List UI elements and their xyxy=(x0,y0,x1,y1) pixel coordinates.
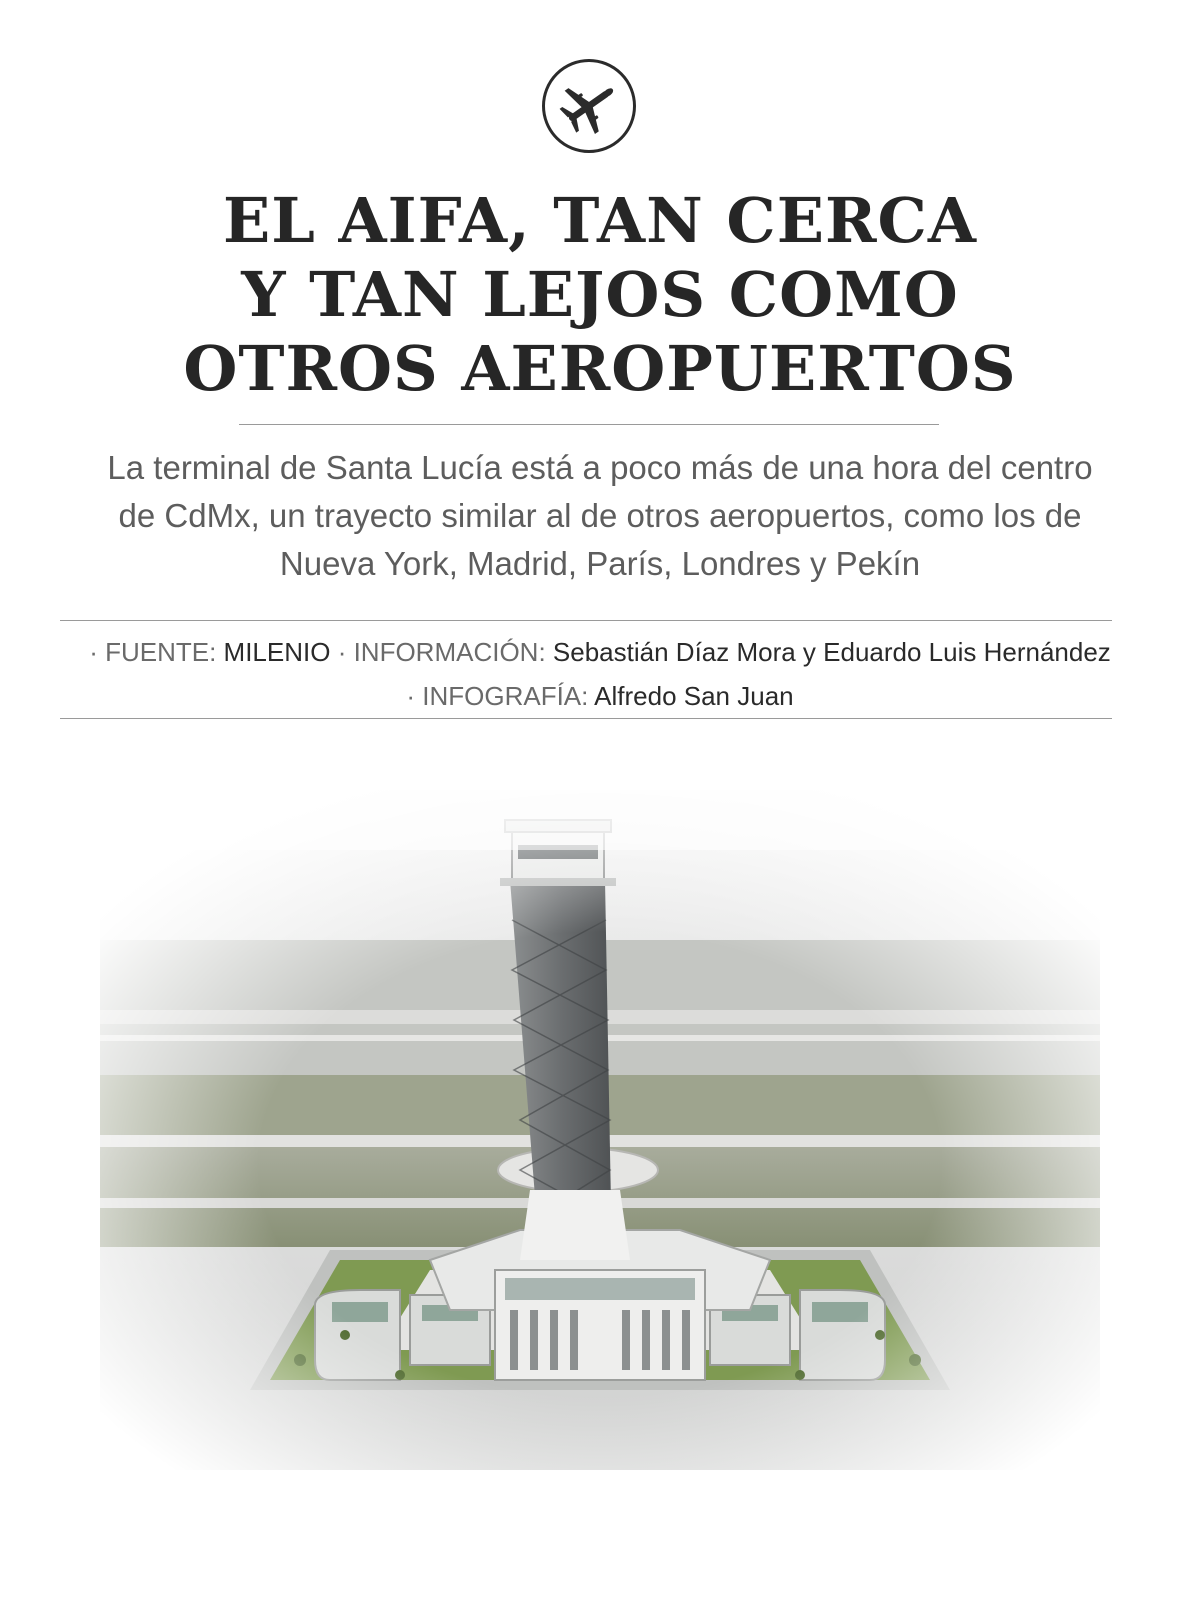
control-tower-illustration xyxy=(100,790,1100,1470)
control-tower-photo xyxy=(100,790,1100,1470)
airplane-icon xyxy=(542,59,636,153)
subtitle xyxy=(60,444,1140,588)
subtitle-line-3: Nueva York, Madrid, París, Londres y Pekín xyxy=(279,545,921,582)
subtitle-line-1: La terminal de Santa Lucía está a poco más de una hora del centro xyxy=(107,449,1093,486)
credits-divider-top xyxy=(60,620,1112,621)
headline-line-3: OTROS AEROPUERTOS xyxy=(183,332,1017,405)
graphics-label: · INFOGRAFÍA: xyxy=(406,681,589,711)
info-value: Sebastián Díaz Mora y Eduardo Luis Hernández xyxy=(552,637,1111,667)
credits-line-2 xyxy=(40,674,1160,718)
headline-divider xyxy=(239,424,939,425)
airplane-glyph xyxy=(556,73,622,139)
source-label: · FUENTE: xyxy=(89,637,217,667)
headline-line-2: Y TAN LEJOS COMO xyxy=(241,258,959,331)
headline xyxy=(60,184,1140,406)
credits-divider-bottom xyxy=(60,718,1112,719)
subtitle-line-2: de CdMx, un trayecto similar al de otros aeropuertos, como los de xyxy=(118,497,1082,534)
info-label: · INFORMACIÓN: xyxy=(337,637,546,667)
graphics-value: Alfredo San Juan xyxy=(594,681,794,711)
credits-line-1 xyxy=(40,630,1160,674)
headline-line-1: EL AIFA, TAN CERCA xyxy=(223,184,977,257)
source-value: MILENIO xyxy=(223,637,331,667)
credits xyxy=(40,630,1160,718)
